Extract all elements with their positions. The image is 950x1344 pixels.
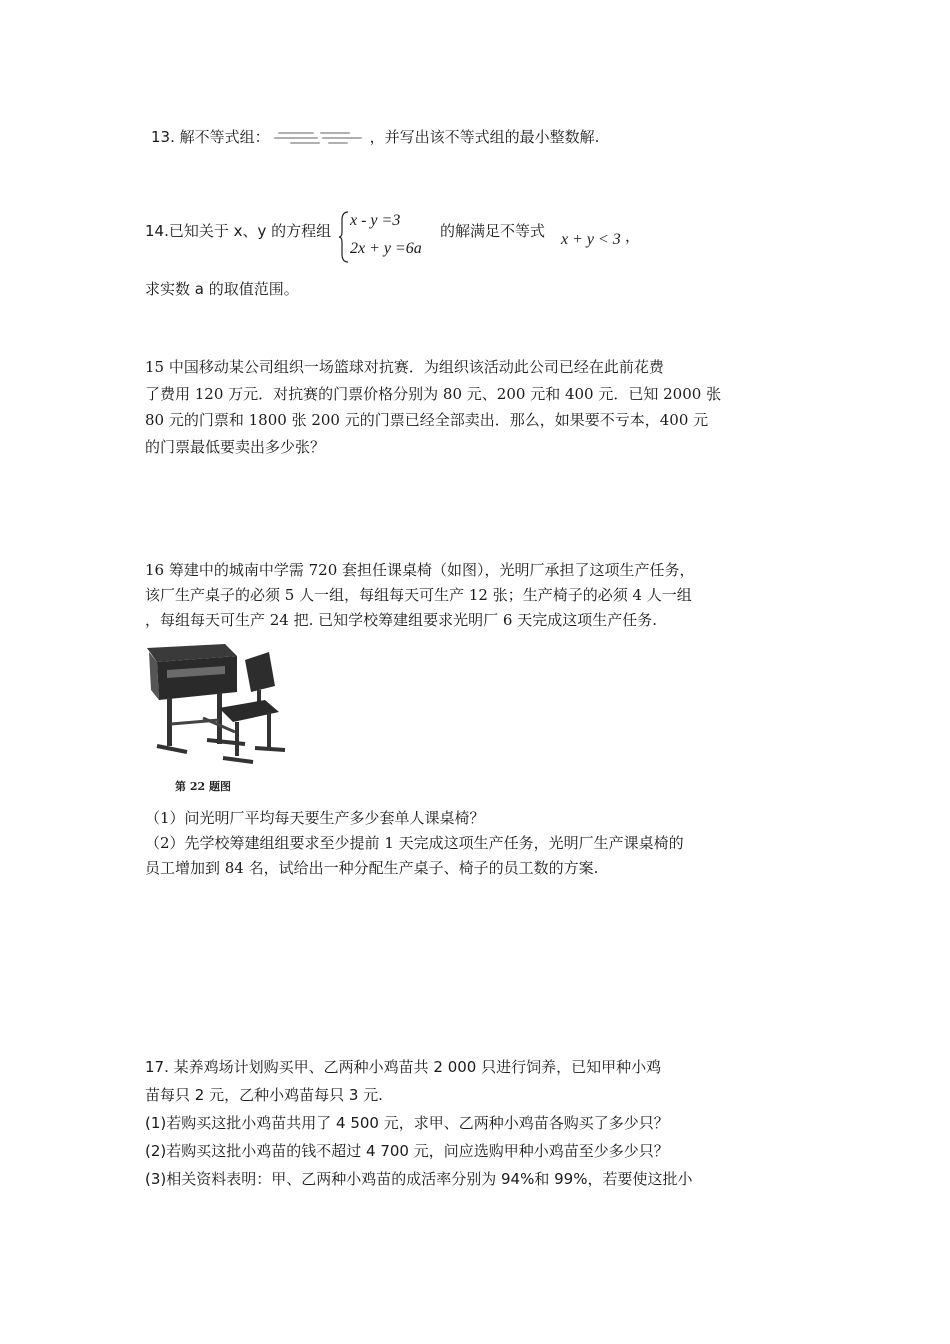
desk-chair-illustration [145, 640, 295, 778]
q16-line-3: ，每组每天可生产 24 把. 已知学校筹建组要求光明厂 6 天完成这项生产任务. [145, 611, 658, 629]
q16-line-1: 16 筹建中的城南中学需 720 套担任课桌椅（如图），光明厂承担了这项生产任务， [145, 561, 695, 579]
q14-prefix: 14.已知关于 x、y 的方程组 [145, 222, 332, 240]
desk-chair-figure [145, 640, 295, 795]
q15-line-1: 15 中国移动某公司组织一场篮球对抗赛．为组织该活动此公司已经在此前花费 [145, 358, 664, 376]
q15-line-4: 的门票最低要卖出多少张？ [145, 438, 326, 456]
figure-caption: 第 22 题图 [175, 780, 231, 793]
equation-system [338, 210, 438, 264]
left-brace-icon [338, 210, 350, 264]
q17-line-2: 苗每只 2 元，乙种小鸡苗每只 3 元. [145, 1086, 383, 1104]
q16-sub-2: （2）先学校筹建组组要求至少提前 1 天完成这项生产任务，光明厂生产课桌椅的 [145, 834, 684, 852]
equation-2: 2x + y =6a [350, 240, 422, 257]
q15-line-3: 80 元的门票和 1800 张 200 元的门票已经全部卖出．那么，如果要不亏本，400 元 [145, 411, 709, 429]
q17-line-4: (2)若购买这批小鸡苗的钱不超过 4 700 元，问应选购甲种小鸡苗至少多少只？ [145, 1142, 669, 1160]
equation-1: x - y =3 [350, 212, 401, 229]
q16-sub-3: 员工增加到 84 名，试给出一种分配生产桌子、椅子的员工数的方案. [145, 859, 599, 877]
q13-prefix: 13. 解不等式组： [151, 128, 270, 146]
question-13 [151, 127, 599, 147]
q17-line-5: (3)相关资料表明：甲、乙两种小鸡苗的成活率分别为 94%和 99%，若要使这批小 [145, 1170, 693, 1188]
q17-line-3: (1)若购买这批小鸡苗共用了 4 500 元，求甲、乙两种小鸡苗各购买了多少只？ [145, 1114, 669, 1132]
q14-line2: 求实数 a 的取值范围。 [145, 280, 299, 298]
q14-comma: ， [625, 227, 641, 245]
q13-suffix: ，并写出该不等式组的最小整数解. [369, 128, 600, 146]
q16-line-2: 该厂生产桌子的必须 5 人一组，每组每天可生产 12 张；生产椅子的必须 4 人一组 [145, 586, 692, 604]
q16-sub-1: （1）问光明厂平均每天要生产多少套单人课桌椅？ [145, 809, 485, 827]
inequality-system-image [272, 131, 368, 145]
q17-line-1: 17. 某养鸡场计划购买甲、乙两种小鸡苗共 2 000 只进行饲养，已知甲种小鸡 [145, 1058, 662, 1076]
inequality: x + y < 3 [561, 231, 621, 248]
q15-line-2: 了费用 120 万元．对抗赛的门票价格分别为 80 元、200 元和 400 元．已知 2000 张 [145, 385, 722, 403]
q14-middle: 的解满足不等式 [440, 222, 546, 240]
